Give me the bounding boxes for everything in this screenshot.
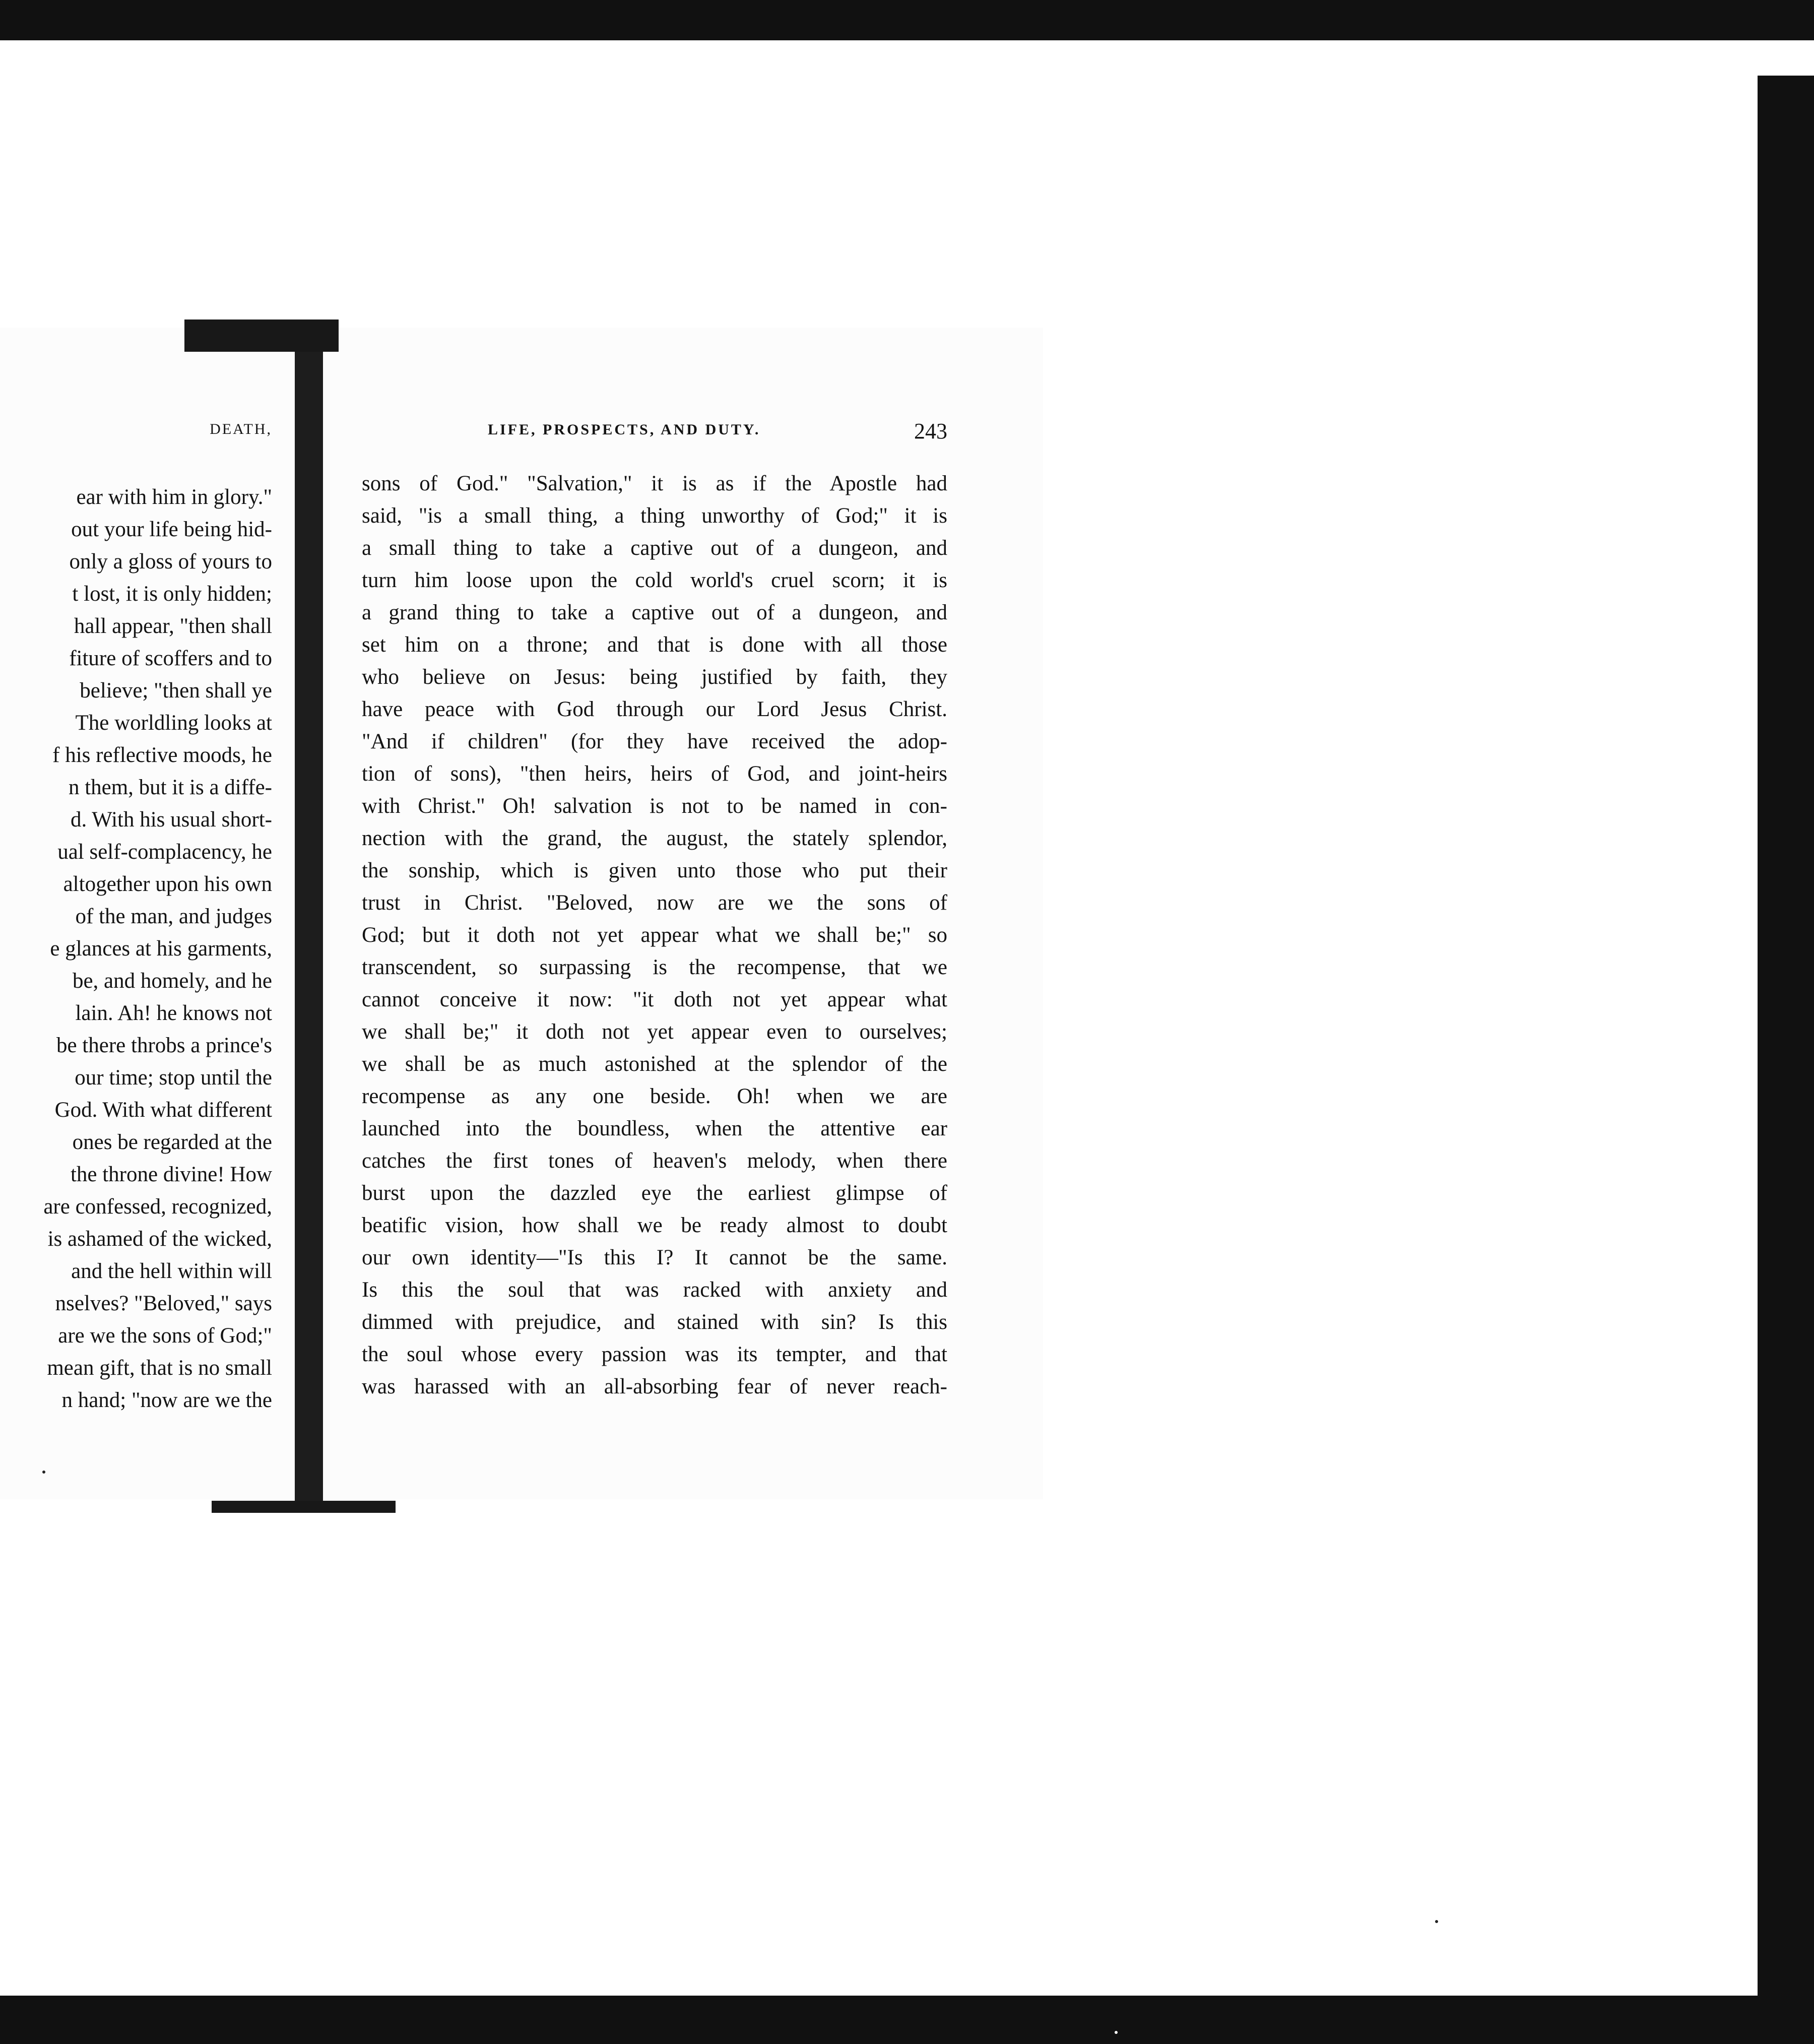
body-line: Is this the soul that was racked with anxiety and — [362, 1278, 947, 1302]
body-line: said, "is a small thing, a thing unworthy of God;" it is — [362, 504, 947, 528]
facing-page-line: n them, but it is a diffe- — [68, 776, 272, 799]
body-line: a grand thing to take a captive out of a dungeon, and — [362, 601, 947, 624]
body-line: nection with the grand, the august, the stately splendor, — [362, 826, 947, 850]
body-line: we shall be as much astonished at the splendor of the — [362, 1052, 947, 1076]
body-line: recompense as any one beside. Oh! when we are — [362, 1084, 947, 1108]
facing-page-line: nselves? "Beloved," says — [55, 1292, 272, 1315]
scan-page-edge — [1738, 45, 1759, 2001]
facing-page-line: ear with him in glory." — [76, 485, 272, 509]
facing-page-line: fiture of scoffers and to — [69, 647, 272, 670]
scan-border-top — [0, 0, 1814, 40]
body-line: the soul whose every passion was its tempter, and that — [362, 1343, 947, 1366]
facing-page-line: and the hell within will — [71, 1259, 272, 1283]
body-line: trust in Christ. "Beloved, now are we the sons of — [362, 891, 947, 915]
running-title: LIFE, PROSPECTS, AND DUTY. — [488, 421, 761, 438]
book-clamp-top — [184, 320, 339, 352]
facing-page-line: n hand; "now are we the — [61, 1388, 272, 1412]
page-number: 243 — [914, 419, 947, 443]
facing-page-line: be, and homely, and he — [72, 969, 272, 993]
scan-border-bottom — [0, 1996, 1814, 2044]
body-line: launched into the boundless, when the attentive ear — [362, 1117, 947, 1140]
facing-page-line: f his reflective moods, he — [52, 743, 272, 767]
body-line: set him on a throne; and that is done with all those — [362, 633, 947, 657]
facing-page-line: ones be regarded at the — [72, 1130, 272, 1154]
body-line: "And if children" (for they have received the adop- — [362, 730, 947, 753]
book-clamp-bottom — [212, 1501, 396, 1513]
body-line: catches the first tones of heaven's melody, when there — [362, 1149, 947, 1173]
running-head — [362, 421, 947, 452]
facing-page-line: only a gloss of yours to — [69, 550, 272, 573]
body-line: the sonship, which is given unto those who put their — [362, 859, 947, 882]
facing-page-line: of the man, and judges — [75, 905, 272, 928]
facing-page-column — [0, 413, 282, 1426]
facing-page-line: believe; "then shall ye — [80, 679, 272, 702]
body-line: with Christ." Oh! salvation is not to be named in con- — [362, 794, 947, 818]
scan-border-right — [1758, 76, 1814, 2016]
facing-page-line: e glances at his garments, — [50, 937, 272, 961]
facing-page-header: DEATH, — [210, 421, 272, 437]
facing-page-line: God. With what different — [54, 1098, 272, 1122]
scan-speck — [1435, 1920, 1438, 1923]
body-line: tion of sons), "then heirs, heirs of God, and joint-heirs — [362, 762, 947, 786]
body-line: God; but it doth not yet appear what we shall be;" so — [362, 923, 947, 947]
facing-page-line: The worldling looks at — [75, 711, 272, 735]
body-line: we shall be;" it doth not yet appear even to ourselves; — [362, 1020, 947, 1044]
body-line: who believe on Jesus: being justified by faith, they — [362, 665, 947, 689]
facing-page-line: our time; stop until the — [75, 1066, 272, 1090]
facing-page-line: hall appear, "then shall — [74, 614, 272, 638]
body-line: sons of God." "Salvation," it is as if the Apostle had — [362, 472, 947, 495]
facing-page-line: out your life being hid- — [71, 518, 272, 541]
body-line: cannot conceive it now: "it doth not yet appear what — [362, 988, 947, 1011]
facing-page-line: is ashamed of the wicked, — [47, 1227, 272, 1251]
body-line: was harassed with an all-absorbing fear of never reach- — [362, 1375, 947, 1398]
body-line: our own identity—"Is this I? It cannot be the same. — [362, 1246, 947, 1269]
body-line: beatific vision, how shall we be ready almost to doubt — [362, 1213, 947, 1237]
facing-page-line: the throne divine! How — [70, 1163, 272, 1186]
facing-page-line: t lost, it is only hidden; — [72, 582, 272, 606]
body-line: dimmed with prejudice, and stained with sin? Is this — [362, 1310, 947, 1334]
facing-page-line: altogether upon his own — [63, 872, 272, 896]
facing-page-line: lain. Ah! he knows not — [75, 1001, 272, 1025]
facing-page-line: are we the sons of God;" — [58, 1324, 272, 1348]
body-line: have peace with God through our Lord Jesus Christ. — [362, 697, 947, 721]
body-line: transcendent, so surpassing is the recompense, that we — [362, 955, 947, 979]
book-clamp-bar — [295, 352, 323, 1501]
body-line: burst upon the dazzled eye the earliest glimpse of — [362, 1181, 947, 1205]
facing-page-line: ual self-complacency, he — [57, 840, 272, 864]
facing-page-line: d. With his usual short- — [71, 808, 272, 832]
scan-speck — [1115, 2031, 1118, 2034]
body-line: turn him loose upon the cold world's cruel scorn; it is — [362, 568, 947, 592]
facing-page-line: mean gift, that is no small — [47, 1356, 272, 1380]
body-line: a small thing to take a captive out of a dungeon, and — [362, 536, 947, 560]
facing-page-line: be there throbs a prince's — [56, 1034, 272, 1057]
body-text — [362, 468, 947, 1403]
facing-page-line: are confessed, recognized, — [43, 1195, 272, 1219]
scan-speck — [42, 1471, 45, 1474]
